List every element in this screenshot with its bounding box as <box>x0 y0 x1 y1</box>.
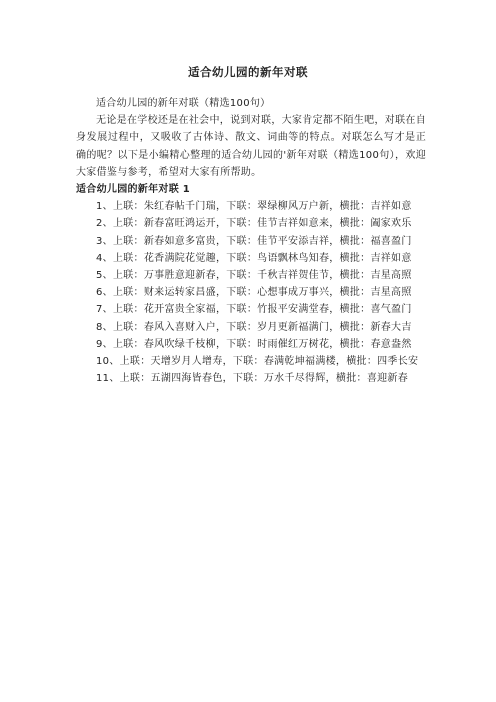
list-item: 5、上联：万事胜意迎新春，下联：千秋吉祥贺佳节，横批：吉星高照 <box>96 270 412 282</box>
document-title: 适合幼儿园的新年对联 <box>188 65 308 79</box>
list-item: 11、上联：五湖四海皆春色，下联：万水千尽得辉，横批：喜迎新春 <box>96 373 409 385</box>
list-item: 7、上联：花开富贵全家福，下联：竹报平安满堂春，横批：喜气盈门 <box>96 304 412 316</box>
list-item: 4、上联：花香满院花觉趣，下联：鸟语飘林鸟知春，横批：吉祥如意 <box>96 252 412 264</box>
intro-paragraph: 无论是在学校还是在社会中，说到对联，大家肯定都不陌生吧，对联在自身发展过程中，又吸收了古体诗、散文、词曲等的特点。对联怎么写才是正确的呢？以下是小编精心整理的适合幼儿园的'新年对联（精选100句），欢迎大家借鉴与参考，希望对大家有所帮助。 <box>76 115 426 178</box>
list-item: 2、上联：新春富旺鸿运开，下联：佳节吉祥如意来，横批：阖家欢乐 <box>96 218 412 230</box>
document-body <box>76 95 426 387</box>
list-item: 3、上联：新春如意多富贵，下联：佳节平安添吉祥，横批：福喜盈门 <box>96 235 412 247</box>
section-heading: 适合幼儿园的新年对联 1 <box>76 184 191 196</box>
list-item: 9、上联：春风吹绿千枝柳，下联：时雨催红万树花，横批：春意盎然 <box>96 338 412 350</box>
document-subtitle: 适合幼儿园的新年对联（精选100句） <box>96 98 271 109</box>
list-item: 1、上联：朱红春帖千门瑞，下联：翠绿柳风万户新，横批：吉祥如意 <box>96 201 412 213</box>
list-item: 10、上联：天增岁月人增寿，下联：春满乾坤福满楼，横批：四季长安 <box>96 356 419 368</box>
list-item: 6、上联：财来运转家昌盛，下联：心想事成万事兴，横批：吉星高照 <box>96 287 412 299</box>
list-item: 8、上联：春风入喜财入户，下联：岁月更新福满门，横批：新春大吉 <box>96 321 412 333</box>
